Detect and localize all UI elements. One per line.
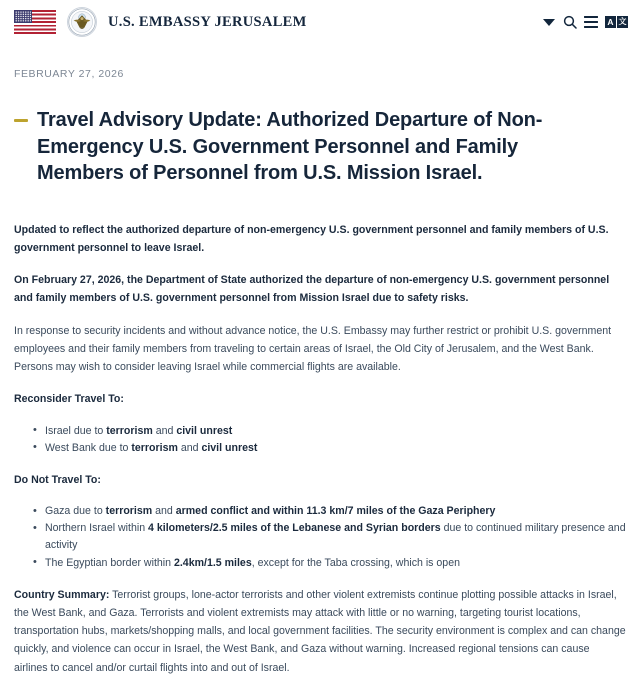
translate-icon[interactable]: [605, 16, 628, 28]
list-item-mid: and: [152, 505, 176, 518]
list-item-bold-2: civil unrest: [201, 441, 258, 454]
title-accent-dash-icon: [14, 119, 28, 122]
list-item-mid: and: [152, 424, 177, 437]
page-title-row: [14, 107, 626, 187]
reconsider-travel-heading: Reconsider Travel To:: [14, 393, 124, 406]
us-flag-icon: [14, 10, 56, 34]
country-summary-text: Terrorist groups, lone-actor terrorists and other violent extremists continue plotting possible attacks in Israel, the West Bank, and Gaza. Terrorists and violent extremists may attack with little or no warning, targeting tourist locations, transportation hubs, markets/shopping malls, and local government facilities. The security environment is complex and can change quickly, and violence can occur in Israel, the West Bank, and Gaza without warning. Increased regional tensions can cause airlines to cancel and/or curtail flights into and out of Israel.: [14, 588, 626, 674]
translate-latin-glyph: A: [605, 16, 616, 28]
list-item-post: due to continued military presence and activity: [45, 522, 626, 552]
page-title: Travel Advisory Update: Authorized Departure of Non-Emergency U.S. Government Personnel and Family Members of Personnel from U.S. Mission Israel.: [37, 109, 543, 185]
list-item-pre: Northern Israel within: [45, 522, 149, 535]
department-of-state-seal-icon: [67, 7, 97, 37]
paragraph-authorization: On February 27, 2026, the Department of State authorized the departure of non-emergency U.S. government personnel and family members of U.S. government personnel from Mission Israel due to safety risks.: [14, 274, 610, 305]
country-summary-paragraph: [14, 586, 626, 677]
article-body: [14, 221, 626, 677]
list-item-pre: West Bank due to: [45, 441, 132, 454]
do-not-travel-list: [14, 503, 626, 572]
hamburger-menu-icon[interactable]: [584, 16, 598, 28]
list-item-bold-1: terrorism: [131, 441, 178, 454]
chevron-down-icon[interactable]: [543, 19, 556, 26]
country-summary-label: Country Summary:: [14, 588, 110, 601]
list-item: [45, 520, 626, 554]
list-item-bold-2: civil unrest: [176, 424, 233, 437]
search-icon[interactable]: [563, 15, 577, 29]
site-header: [0, 0, 640, 44]
translate-cjk-glyph: 文: [618, 17, 627, 26]
do-not-travel-heading: Do Not Travel To:: [14, 473, 101, 486]
list-item-pre: Gaza due to: [45, 505, 106, 518]
list-item-bold-1: terrorism: [106, 424, 153, 437]
list-item-pre: The Egyptian border within: [45, 556, 174, 569]
list-item-bold-2: armed conflict and within 11.3 km/7 miles of the Gaza Periphery: [175, 505, 496, 518]
reconsider-travel-list: [14, 423, 626, 457]
list-item-mid: and: [177, 441, 202, 454]
paragraph-update-note: Updated to reflect the authorized departure of non-emergency U.S. government personnel and family members of U.S. government personnel to leave Israel.: [14, 223, 609, 254]
list-item: [45, 555, 626, 572]
list-item-pre: Israel due to: [45, 424, 107, 437]
publish-date: FEBRUARY 27, 2026: [14, 68, 124, 80]
list-item-bold-1: 2.4km/1.5 miles: [173, 556, 252, 569]
list-item: [45, 503, 626, 520]
article: [0, 68, 640, 677]
list-item-bold-1: terrorism: [105, 505, 153, 518]
list-item-post: , except for the Taba crossing, which is open: [251, 556, 460, 569]
paragraph-security-response: In response to security incidents and without advance notice, the U.S. Embassy may further restrict or prohibit U.S. government employees and their family members from traveling to certain areas of Israel, the Old City of Jerusalem, and the West Bank. Persons may wish to consider leaving Israel while commercial flights are available.: [14, 324, 612, 374]
list-item: [45, 440, 626, 457]
list-item: [45, 423, 626, 440]
brand-title: U.S. EMBASSY JERUSALEM: [108, 13, 307, 30]
site-brand[interactable]: [14, 7, 543, 37]
header-tools: [543, 15, 628, 29]
list-item-bold-1: 4 kilometers/2.5 miles of the Lebanese and Syrian borders: [148, 522, 441, 535]
